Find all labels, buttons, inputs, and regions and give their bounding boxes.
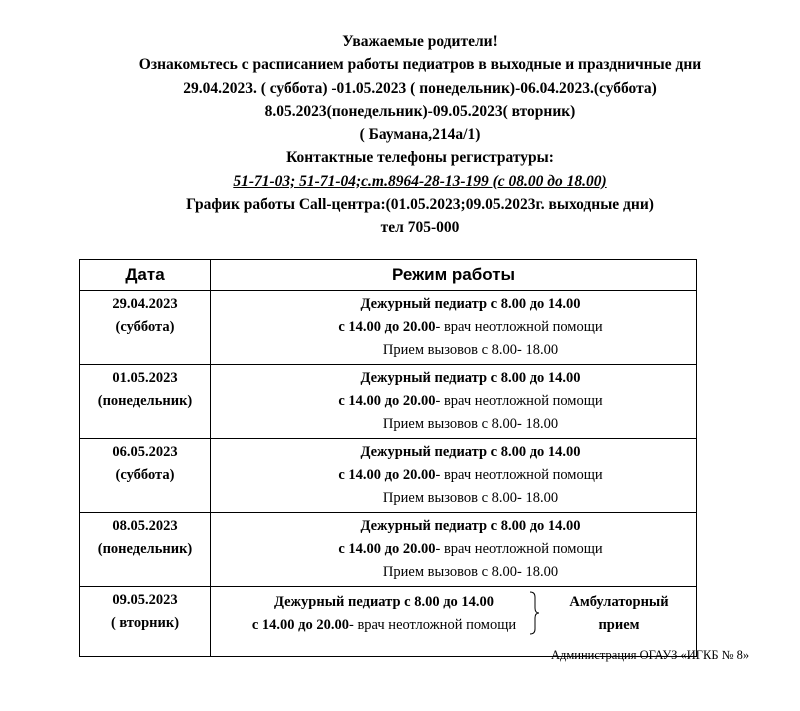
column-header-mode: Режим работы bbox=[211, 260, 697, 291]
weekday: (понедельник) bbox=[97, 541, 193, 557]
phones-title: Контактные телефоны регистратуры: bbox=[286, 149, 554, 167]
callcenter-phone: тел 705-000 bbox=[380, 219, 460, 237]
column-header-date: Дата bbox=[80, 260, 211, 291]
urgent-care-text: - врач неотложной помощи bbox=[435, 541, 603, 557]
urgent-care-line bbox=[211, 614, 523, 637]
urgent-care-text: - врач неотложной помощи bbox=[435, 319, 603, 335]
weekday: (понедельник) bbox=[97, 393, 193, 409]
administration-signature: Администрация ОГАУЗ «ИГКБ № 8» bbox=[551, 648, 750, 662]
notice-header bbox=[40, 30, 800, 240]
table-row bbox=[80, 439, 697, 513]
duty-pediatrician: Дежурный педиатр с 8.00 до 14.00 bbox=[360, 518, 581, 534]
date-cell bbox=[80, 365, 211, 439]
mode-cell bbox=[211, 513, 697, 587]
weekday: (суббота) bbox=[115, 467, 175, 483]
duty-pediatrician: Дежурный педиатр с 8.00 до 14.00 bbox=[360, 370, 581, 386]
urgent-care-hours: с 14.00 до 20.00 bbox=[338, 393, 436, 409]
mode-cell bbox=[211, 587, 697, 657]
weekday: ( вторник) bbox=[110, 615, 180, 631]
urgent-care-line bbox=[211, 538, 696, 561]
outpatient-note bbox=[539, 591, 699, 637]
duty-pediatrician: Дежурный педиатр с 8.00 до 14.00 bbox=[360, 296, 581, 312]
calls-hours: Прием вызовов с 8.00- 18.00 bbox=[382, 416, 559, 432]
date: 06.05.2023 bbox=[112, 444, 178, 460]
urgent-care-text: - врач неотложной помощи bbox=[435, 393, 603, 409]
mode-cell-content bbox=[211, 589, 696, 649]
outpatient-line-2: прием bbox=[598, 617, 640, 633]
urgent-care-hours: с 14.00 до 20.00 bbox=[338, 319, 436, 335]
dates-line-2: 8.05.2023(понедельник)-09.05.2023( вторник) bbox=[264, 102, 576, 120]
date-cell bbox=[80, 291, 211, 365]
urgent-care-text: - врач неотложной помощи bbox=[348, 617, 517, 633]
urgent-care-line bbox=[211, 464, 696, 487]
urgent-care-line bbox=[211, 316, 696, 339]
table-header-row bbox=[80, 260, 697, 291]
date-cell bbox=[80, 587, 211, 657]
mode-cell bbox=[211, 291, 697, 365]
urgent-care-line bbox=[211, 390, 696, 413]
table-row bbox=[80, 365, 697, 439]
duty-pediatrician: Дежурный педиатр с 8.00 до 14.00 bbox=[273, 594, 495, 610]
weekday: (суббота) bbox=[115, 319, 175, 335]
duty-block bbox=[211, 591, 523, 637]
schedule-table bbox=[79, 259, 697, 657]
date: 09.05.2023 bbox=[112, 592, 178, 608]
address: ( Баумана,214а/1) bbox=[359, 126, 481, 144]
urgent-care-hours: с 14.00 до 20.00 bbox=[338, 541, 436, 557]
urgent-care-hours: с 14.00 до 20.00 bbox=[338, 467, 436, 483]
dates-line-1: 29.04.2023. ( суббота) -01.05.2023 ( понедельник)-06.04.2023.(суббота) bbox=[183, 79, 657, 97]
calls-hours: Прием вызовов с 8.00- 18.00 bbox=[382, 342, 559, 358]
duty-pediatrician: Дежурный педиатр с 8.00 до 14.00 bbox=[360, 444, 581, 460]
date: 29.04.2023 bbox=[112, 296, 178, 312]
callcenter-schedule: График работы Call-центра:(01.05.2023;09.05.2023г. выходные дни) bbox=[186, 196, 654, 214]
date-cell bbox=[80, 513, 211, 587]
mode-cell bbox=[211, 365, 697, 439]
greeting: Уважаемые родители! bbox=[342, 33, 498, 50]
outpatient-line-1: Амбулаторный bbox=[569, 594, 669, 610]
calls-hours: Прием вызовов с 8.00- 18.00 bbox=[382, 564, 559, 580]
date: 08.05.2023 bbox=[112, 518, 178, 534]
date: 01.05.2023 bbox=[112, 370, 178, 386]
urgent-care-text: - врач неотложной помощи bbox=[435, 467, 603, 483]
table-row bbox=[80, 513, 697, 587]
urgent-care-hours: с 14.00 до 20.00 bbox=[251, 617, 349, 633]
registry-phones: 51-71-03; 51-71-04;с.т.8964-28-13-199 (с 08.00 до 18.00) bbox=[233, 172, 607, 190]
calls-hours: Прием вызовов с 8.00- 18.00 bbox=[382, 490, 559, 506]
table-row bbox=[80, 291, 697, 365]
date-cell bbox=[80, 439, 211, 513]
intro-line: Ознакомьтесь с расписанием работы педиатров в выходные и праздничные дни bbox=[138, 56, 702, 74]
mode-cell bbox=[211, 439, 697, 513]
table-row bbox=[80, 587, 697, 657]
